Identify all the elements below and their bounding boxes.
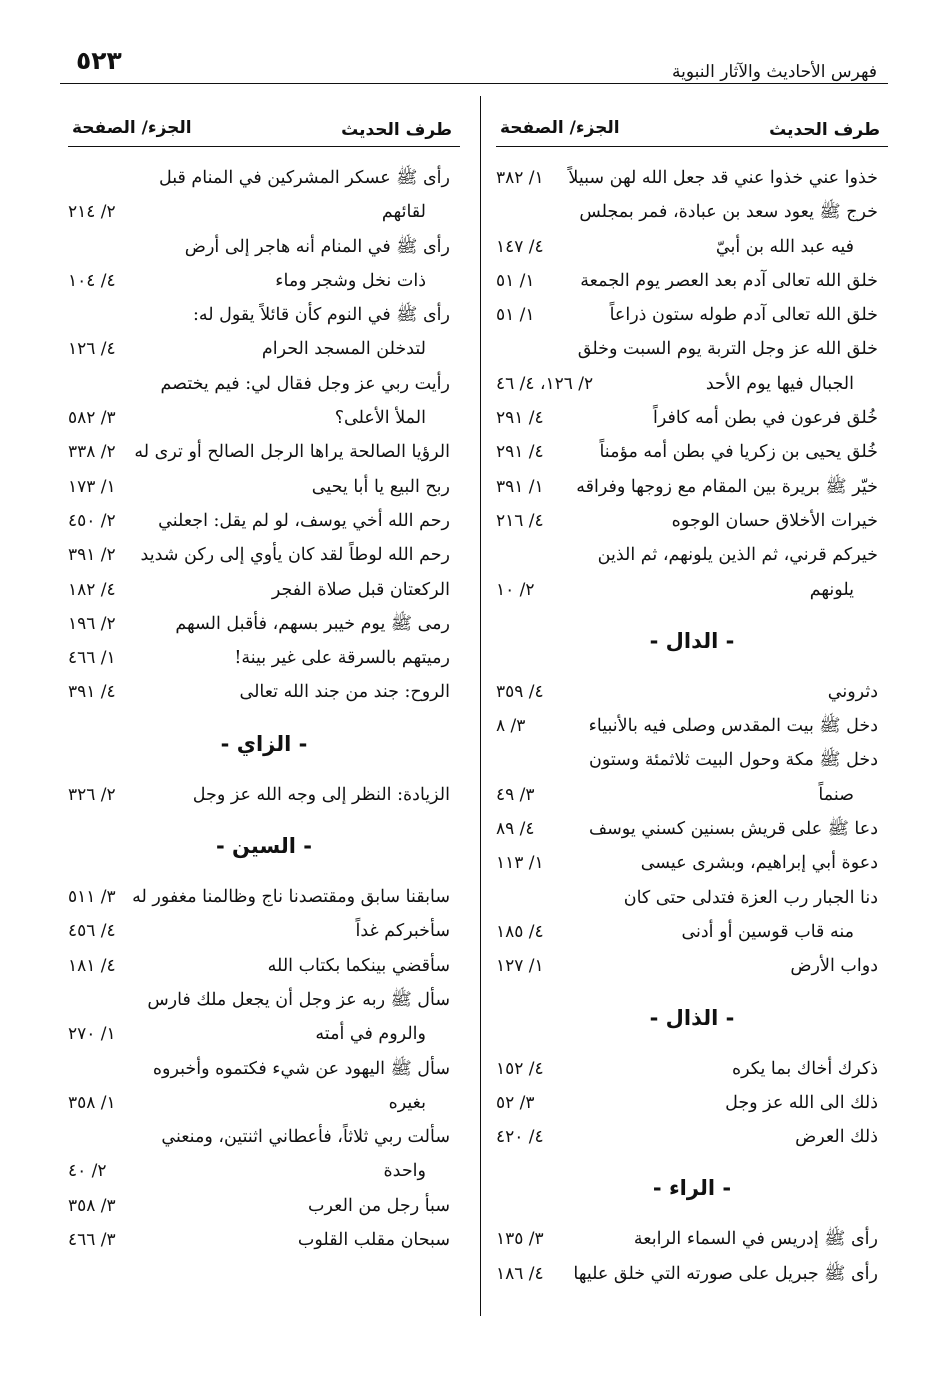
hadith-list xyxy=(68,161,460,1257)
hadith-text: دواب الأرض xyxy=(790,956,878,977)
hadith-text: خلق الله تعالى آدم بعد العصر يوم الجمعة xyxy=(580,270,878,291)
hadith-text: رحم الله لوطاً لقد كان يأوي إلى ركن شديد xyxy=(140,545,450,566)
volume-page-ref: ٤/ ١٨٦ xyxy=(496,1263,544,1284)
volume-page-ref: ١/ ١٢٧ xyxy=(496,956,544,977)
hadith-entry xyxy=(68,367,460,436)
hadith-entry xyxy=(496,435,888,469)
hadith-entry xyxy=(68,1052,460,1121)
hadith-text: سأخبركم غداً xyxy=(355,921,450,942)
hadith-text: سأل ﷺ ربه عز وجل أن يجعل ملك فارس xyxy=(147,989,450,1010)
hadith-text-continued: لتدخلن المسجد الحرام xyxy=(261,339,426,360)
hadith-entry xyxy=(68,470,460,504)
hadith-text: رأى ﷺ جبريل على صورته التي خلق عليها xyxy=(573,1263,878,1284)
volume-page-ref: ٤/ ٣٥٩ xyxy=(496,681,544,702)
volume-page-ref: ٣/ ٤٩ xyxy=(496,784,535,805)
hadith-text-continued: صنماً xyxy=(818,784,854,805)
hadith-entry xyxy=(496,949,888,983)
hadith-entry xyxy=(68,504,460,538)
volume-page-ref: ١/ ٣٨٢ xyxy=(496,168,544,188)
hadith-text-continued: الجبال فيها يوم الأحد xyxy=(705,373,854,394)
hadith-text: خُلق فرعون في بطن أمه كافراً xyxy=(652,408,878,429)
hadith-entry xyxy=(68,778,460,812)
ref-header: الجزء/ الصفحة xyxy=(72,118,192,138)
page-header xyxy=(60,44,883,84)
volume-page-ref: ٤/ ١٢٦ xyxy=(68,339,116,360)
hadith-text-continued: يلونهم xyxy=(809,579,854,600)
hadith-text: سأقضي بينكما بكتاب الله xyxy=(267,955,450,976)
column-header xyxy=(68,106,460,146)
volume-page-ref: ٤/ ٤٥٦ xyxy=(68,921,116,942)
hadith-text: رأى ﷺ في المنام أنه هاجر إلى أرض xyxy=(184,236,450,257)
hadith-text: خيركم قرني، ثم الذين يلونهم، ثم الذين xyxy=(597,545,878,566)
hadith-entry xyxy=(68,230,460,299)
letter-section-heading: - السين - xyxy=(216,834,312,859)
hadith-text: سبأ رجل من العرب xyxy=(308,1195,450,1216)
hadith-header: طرف الحديث xyxy=(341,120,452,140)
hadith-text: خيرات الأخلاق حسان الوجوه xyxy=(671,510,878,531)
volume-page-ref: ٤/ ٣٩١ xyxy=(68,682,116,703)
hadith-entry xyxy=(68,675,460,709)
hadith-entry xyxy=(496,1120,888,1154)
hadith-entry xyxy=(68,435,460,469)
volume-page-ref: ٣/ ٥١١ xyxy=(68,887,116,908)
column-divider xyxy=(480,96,481,1316)
hadith-text: ربح البيع يا أبا يحيى xyxy=(311,476,450,497)
hadith-text: ذلك الى الله عز وجل xyxy=(725,1092,878,1113)
hadith-text: خيّر ﷺ بريرة بين المقام مع زوجها وفراقه xyxy=(576,476,878,497)
hadith-text: خذوا عني خذوا عني قد جعل الله لهن سبيلاً xyxy=(568,168,878,188)
volume-page-ref: ١/ ٣٥٨ xyxy=(68,1092,116,1113)
hadith-text: رأى ﷺ إدريس في السماء الرابعة xyxy=(633,1229,878,1250)
volume-page-ref: ٢/ ٣٩١ xyxy=(68,545,116,566)
volume-page-ref: ١/ ٤٦٦ xyxy=(68,648,116,669)
hadith-header: طرف الحديث xyxy=(769,120,880,140)
hadith-text-continued: والروم في أمته xyxy=(315,1024,426,1045)
hadith-entry xyxy=(496,1222,888,1256)
hadith-entry xyxy=(496,538,888,607)
hadith-text-continued: ذات نخل وشجر وماء xyxy=(275,270,426,291)
volume-page-ref: ١/ ٣٩١ xyxy=(496,476,544,497)
hadith-entry xyxy=(68,298,460,367)
hadith-text-continued: منه قاب قوسين أو أدنى xyxy=(681,921,854,942)
volume-page-ref: ٣/ ١٣٥ xyxy=(496,1229,544,1250)
volume-page-ref: ٢/ ١٢٦، ٤/ ٤٦ xyxy=(496,373,594,394)
hadith-entry xyxy=(496,881,888,950)
volume-page-ref: ٤/ ٢١٦ xyxy=(496,510,544,531)
hadith-text: الروح: جند من جند الله تعالى xyxy=(239,682,450,703)
hadith-text: الرؤيا الصالحة يراها الرجل الصالح أو ترى له xyxy=(134,442,450,463)
letter-section-heading: - الزاي - xyxy=(220,731,308,756)
hadith-text: ذلك العرض xyxy=(795,1127,878,1148)
hadith-text: دثروني xyxy=(827,681,878,702)
volume-page-ref: ٣/ ٣٥٨ xyxy=(68,1195,116,1216)
volume-page-ref: ٢/ ٤٠ xyxy=(68,1161,107,1182)
hadith-entry xyxy=(496,264,888,298)
hadith-entry xyxy=(68,538,460,572)
volume-page-ref: ٣/ ٤٦٦ xyxy=(68,1230,116,1251)
hadith-entry xyxy=(496,675,888,709)
hadith-text-continued: فيه عبد الله بن أبيّ xyxy=(715,236,854,257)
volume-page-ref: ٤/ ١٨٢ xyxy=(68,579,116,600)
hadith-text: خرج ﷺ يعود سعد بن عبادة، فمر بمجلس xyxy=(579,202,878,223)
hadith-text: خلق الله تعالى آدم طوله ستون ذراعاً xyxy=(609,305,878,326)
volume-page-ref: ٢/ ١٠ xyxy=(496,579,535,600)
hadith-text: الزيادة: النظر إلى وجه الله عز وجل xyxy=(192,784,450,805)
hadith-text: خُلق يحيى بن زكريا في بطن أمه مؤمناً xyxy=(599,442,878,463)
hadith-entry xyxy=(68,1223,460,1257)
hadith-text-continued: لقائهم xyxy=(381,202,426,223)
hadith-text: رميتهم بالسرقة على غير بينة! xyxy=(234,648,450,669)
volume-page-ref: ٢/ ٢١٤ xyxy=(68,202,116,223)
hadith-entry xyxy=(68,641,460,675)
hadith-text: سبحان مقلب القلوب xyxy=(297,1230,450,1251)
column-header xyxy=(496,106,888,146)
volume-page-ref: ٤/ ٢٩١ xyxy=(496,408,544,429)
volume-page-ref: ٤/ ١٨٥ xyxy=(496,921,544,942)
volume-page-ref: ٢/ ١٩٦ xyxy=(68,613,116,634)
column-header-rule xyxy=(496,146,888,147)
volume-page-ref: ٤/ ٢٩١ xyxy=(496,442,544,463)
hadith-entry xyxy=(68,1120,460,1189)
hadith-text: رحم الله أخي يوسف، لو لم يقل: اجعلني xyxy=(158,510,450,531)
hadith-text-continued: الملأ الأعلى؟ xyxy=(334,408,426,429)
volume-page-ref: ١/ ٥١ xyxy=(496,270,535,291)
volume-page-ref: ١/ ٥١ xyxy=(496,305,535,326)
hadith-text: سألت ربي ثلاثاً، فأعطاني اثنتين، ومنعني xyxy=(161,1127,450,1148)
hadith-entry xyxy=(496,1086,888,1120)
volume-page-ref: ٣/ ٥٢ xyxy=(496,1092,535,1113)
volume-page-ref: ٣/ ٨ xyxy=(496,716,526,737)
hadith-text: رأيت ربي عز وجل فقال لي: فيم يختصم xyxy=(160,373,450,394)
volume-page-ref: ١/ ١٧٣ xyxy=(68,476,116,497)
volume-page-ref: ٣/ ٥٨٢ xyxy=(68,408,116,429)
hadith-entry xyxy=(496,332,888,401)
hadith-entry xyxy=(496,504,888,538)
volume-page-ref: ٢/ ٤٥٠ xyxy=(68,510,116,531)
hadith-entry xyxy=(68,1189,460,1223)
volume-page-ref: ٤/ ١٤٧ xyxy=(496,236,544,257)
hadith-entry xyxy=(68,914,460,948)
hadith-entry xyxy=(68,949,460,983)
volume-page-ref: ٤/ ١٥٢ xyxy=(496,1058,544,1079)
hadith-text: دعوة أبي إبراهيم، وبشرى عيسى xyxy=(640,853,878,874)
hadith-entry xyxy=(68,880,460,914)
hadith-entry xyxy=(496,743,888,812)
volume-page-ref: ٤/ ١٨١ xyxy=(68,955,116,976)
running-title: فهرس الأحاديث والآثار النبوية xyxy=(672,62,877,82)
ref-header: الجزء/ الصفحة xyxy=(500,118,620,138)
header-rule xyxy=(60,83,888,84)
hadith-text: خلق الله عز وجل التربة يوم السبت وخلق xyxy=(577,339,878,360)
hadith-entry xyxy=(496,401,888,435)
hadith-entry xyxy=(68,983,460,1052)
hadith-text: رأى ﷺ عسكر المشركين في المنام قبل xyxy=(158,168,450,188)
hadith-text: رأى ﷺ في النوم كأن قائلاً يقول له: xyxy=(192,305,450,326)
hadith-text: الركعتان قبل صلاة الفجر xyxy=(271,579,450,600)
hadith-text: دخل ﷺ مكة وحول البيت ثلاثمئة وستون xyxy=(588,750,878,771)
left-column xyxy=(68,106,460,1257)
hadith-text: ذكرك أخاك بما يكره xyxy=(731,1058,878,1079)
column-header-rule xyxy=(68,146,460,147)
hadith-text: دنا الجبار رب العزة فتدلى حتى كان xyxy=(623,887,878,908)
hadith-entry xyxy=(496,1052,888,1086)
volume-page-ref: ١/ ١١٣ xyxy=(496,853,544,874)
hadith-text: دخل ﷺ بيت المقدس وصلى فيه بالأنبياء xyxy=(588,716,878,737)
hadith-entry xyxy=(68,573,460,607)
volume-page-ref: ١/ ٢٧٠ xyxy=(68,1024,116,1045)
letter-section-heading: - الراء - xyxy=(652,1176,732,1201)
hadith-entry xyxy=(496,812,888,846)
hadith-text: دعا ﷺ على قريش بسنين كسني يوسف xyxy=(589,819,878,840)
hadith-entry xyxy=(496,470,888,504)
volume-page-ref: ٢/ ٣٣٨ xyxy=(68,442,116,463)
letter-section-heading: - الدال - xyxy=(649,628,735,653)
volume-page-ref: ٢/ ٣٢٦ xyxy=(68,784,116,805)
hadith-entry xyxy=(496,161,888,195)
hadith-entry xyxy=(68,161,460,230)
hadith-entry xyxy=(496,709,888,743)
hadith-entry xyxy=(496,195,888,264)
hadith-text: سابقنا سابق ومقتصدنا ناج وظالمنا مغفور له xyxy=(132,887,450,908)
hadith-text-continued: واحدة xyxy=(383,1161,426,1182)
hadith-list xyxy=(496,161,888,1291)
hadith-entry xyxy=(496,846,888,880)
right-column xyxy=(496,106,888,1291)
volume-page-ref: ٤/ ٤٢٠ xyxy=(496,1127,544,1148)
hadith-text: سأل ﷺ اليهود عن شيء فكتموه وأخبروه xyxy=(152,1058,450,1079)
hadith-entry xyxy=(68,607,460,641)
letter-section-heading: - الذال - xyxy=(649,1005,735,1030)
volume-page-ref: ٤/ ١٠٤ xyxy=(68,270,116,291)
volume-page-ref: ٤/ ٨٩ xyxy=(496,819,535,840)
hadith-text-continued: بغيره xyxy=(388,1092,426,1113)
hadith-text: رمى ﷺ يوم خيبر بسهم، فأقبل السهم xyxy=(175,613,450,634)
hadith-entry xyxy=(496,298,888,332)
hadith-entry xyxy=(496,1257,888,1291)
page-number: ٥٢٣ xyxy=(76,46,122,75)
